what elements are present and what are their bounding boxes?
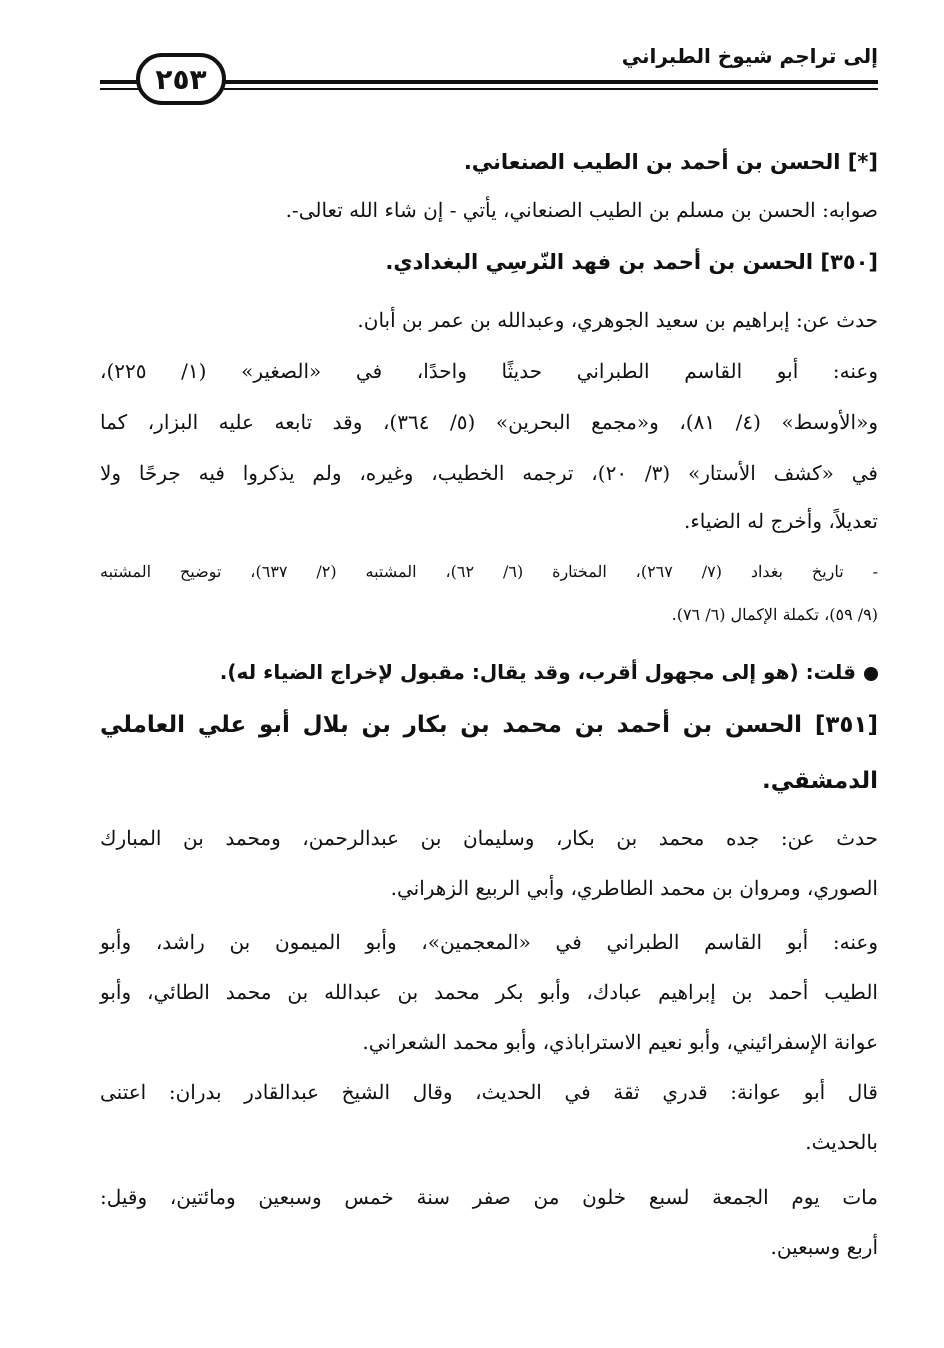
entry-heading-351: [٣٥١] الحسن بن أحمد بن محمد بن بكار بن بلال أبو علي العاملي (100, 712, 878, 738)
body-line: حدث عن: إبراهيم بن سعيد الجوهري، وعبدالله بن عمر بن أبان. (357, 308, 878, 332)
body-line: قال أبو عوانة: قدري ثقة في الحديث، وقال الشيخ عبدالقادر بدران: اعتنى (100, 1080, 878, 1104)
page-number-badge: ٢٥٣ (136, 53, 226, 105)
body-line: في «كشف الأستار» (٣/ ٢٠)، ترجمه الخطيب، وغيره، ولم يذكروا فيه جرحًا ولا (100, 461, 878, 485)
footnote-line: - تاريخ بغداد (٧/ ٢٦٧)، المختارة (٦/ ٦٢)، المشتبه (٢/ ٦٣٧)، توضيح المشتبه (100, 562, 878, 581)
body-line: وعنه: أبو القاسم الطبراني حديثًا واحدًا، في «الصغير» (١/ ٢٢٥)، (100, 359, 878, 383)
body-line: مات يوم الجمعة لسبع خلون من صفر سنة خمس وسبعين ومائتين، وقيل: (100, 1185, 878, 1209)
body-line: أربع وسبعين. (770, 1235, 878, 1259)
body-line: بالحديث. (805, 1130, 878, 1154)
entry-heading-starred: [*] الحسن بن أحمد بن الطيب الصنعاني. (463, 150, 878, 174)
editor-note-text: قلت: (هو إلى مجهول أقرب، وقد يقال: مقبول لإخراج الضياء له). (219, 660, 856, 684)
body-line: حدث عن: جده محمد بن بكار، وسليمان بن عبدالرحمن، ومحمد بن المبارك (100, 826, 878, 850)
footnote-line: (٩/ ٥٩)، تكملة الإكمال (٦/ ٧٦). (671, 605, 878, 624)
body-line: الصوري، ومروان بن محمد الطاطري، وأبي الربيع الزهراني. (390, 876, 878, 900)
header-rule-left-thin (100, 88, 140, 90)
body-line: الطيب أحمد بن إبراهيم عبادك، وأبو بكر محمد بن عبدالله بن محمد الطائي، وأبو (100, 980, 878, 1004)
header-rule-left-thick (100, 80, 140, 84)
body-line: وعنه: أبو القاسم الطبراني في «المعجمين»، وأبو الميمون بن راشد، وأبو (100, 930, 878, 954)
bullet-icon (864, 667, 878, 681)
header-rule-thin (224, 88, 878, 90)
editor-note (220, 660, 878, 684)
body-line: و«الأوسط» (٤/ ٨١)، و«مجمع البحرين» (٥/ ٣٦٤)، وقد تابعه عليه البزار، كما (100, 410, 878, 434)
header-rule-thick (224, 80, 878, 84)
entry-heading-350: [٣٥٠] الحسن بن أحمد بن فهد النّرسِي البغدادي. (385, 250, 878, 274)
body-line: تعديلاً، وأخرج له الضياء. (684, 509, 878, 533)
running-header-title: إلى تراجم شيوخ الطبراني (621, 44, 878, 68)
body-line: صوابه: الحسن بن مسلم بن الطيب الصنعاني، يأتي - إن شاء الله تعالى-. (285, 198, 878, 222)
entry-heading-351-cont: الدمشقي. (761, 768, 878, 794)
body-line: عوانة الإسفرائيني، وأبو نعيم الاستراباذي، وأبو محمد الشعراني. (362, 1030, 878, 1054)
